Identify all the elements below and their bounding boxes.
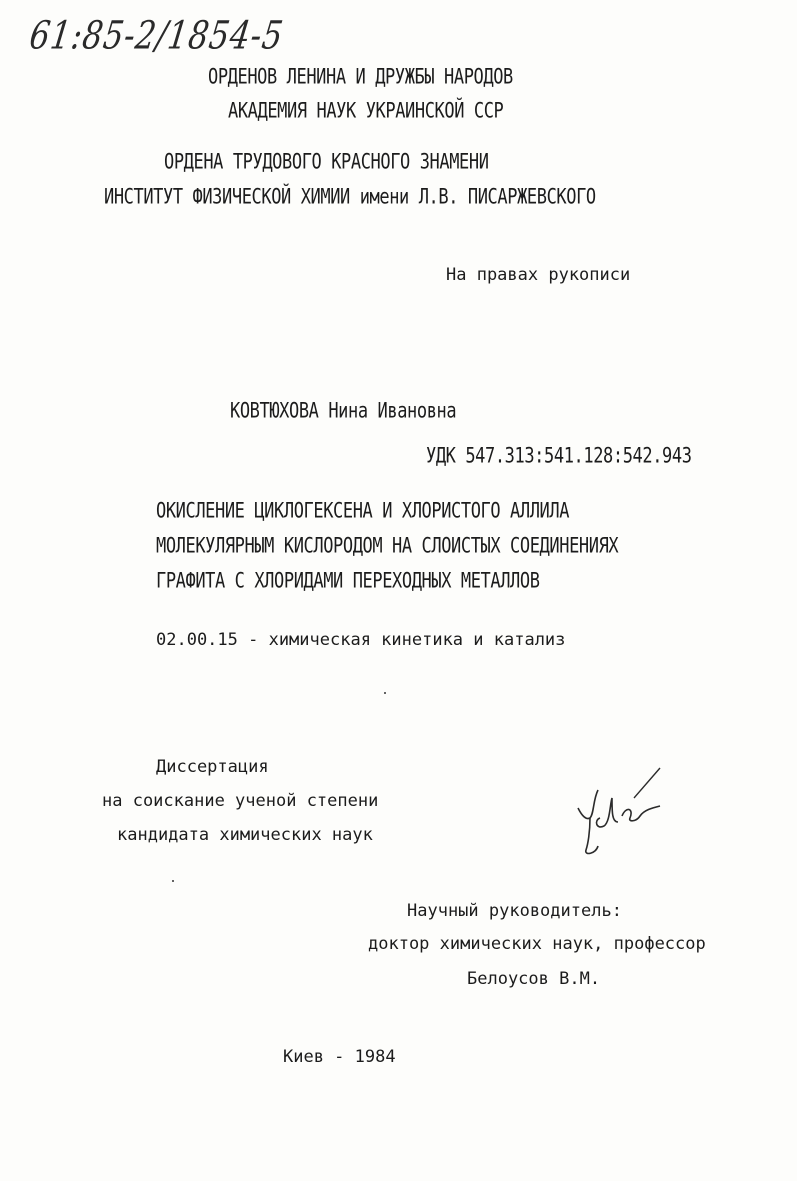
supervisor-degree: доктор химических наук, профессор [368, 934, 706, 954]
archive-code-handwritten: 61:85-2/1854-5 [26, 13, 287, 59]
author-name: КОВТЮХОВА Нина Ивановна [230, 398, 457, 424]
organization-line-3: ОРДЕНА ТРУДОВОГО КРАСНОГО ЗНАМЕНИ [164, 149, 489, 175]
dissertation-line-2: на соискание ученой степени [102, 791, 379, 811]
organization-line-2: АКАДЕМИЯ НАУК УКРАИНСКОЙ ССР [228, 98, 504, 124]
place-year: Киев - 1984 [283, 1047, 396, 1067]
udc-code: УДК 547.313:541.128:542.943 [426, 443, 692, 469]
dissertation-line-1: Диссертация [156, 757, 269, 777]
supervisor-label: Научный руководитель: [407, 901, 622, 921]
supervisor-name: Белоусов В.М. [467, 969, 601, 989]
speck-1 [384, 692, 386, 694]
specialty: 02.00.15 - химическая кинетика и катализ [156, 630, 566, 650]
speck-2 [172, 880, 174, 882]
organization-line-4: ИНСТИТУТ ФИЗИЧЕСКОЙ ХИМИИ имени Л.В. ПИСАРЖЕВСКОГО [104, 184, 596, 210]
manuscript-rights: На правах рукописи [446, 265, 631, 285]
title-line-1: ОКИСЛЕНИЕ ЦИКЛОГЕКСЕНА И ХЛОРИСТОГО АЛЛИЛА [156, 498, 570, 524]
signature [560, 760, 680, 860]
title-line-2: МОЛЕКУЛЯРНЫМ КИСЛОРОДОМ НА СЛОИСТЫХ СОЕДИНЕНИЯХ [156, 533, 619, 559]
dissertation-line-3: кандидата химических наук [117, 825, 373, 845]
title-line-3: ГРАФИТА С ХЛОРИДАМИ ПЕРЕХОДНЫХ МЕТАЛЛОВ [156, 568, 540, 594]
organization-line-1: ОРДЕНОВ ЛЕНИНА И ДРУЖБЫ НАРОДОВ [208, 64, 513, 90]
